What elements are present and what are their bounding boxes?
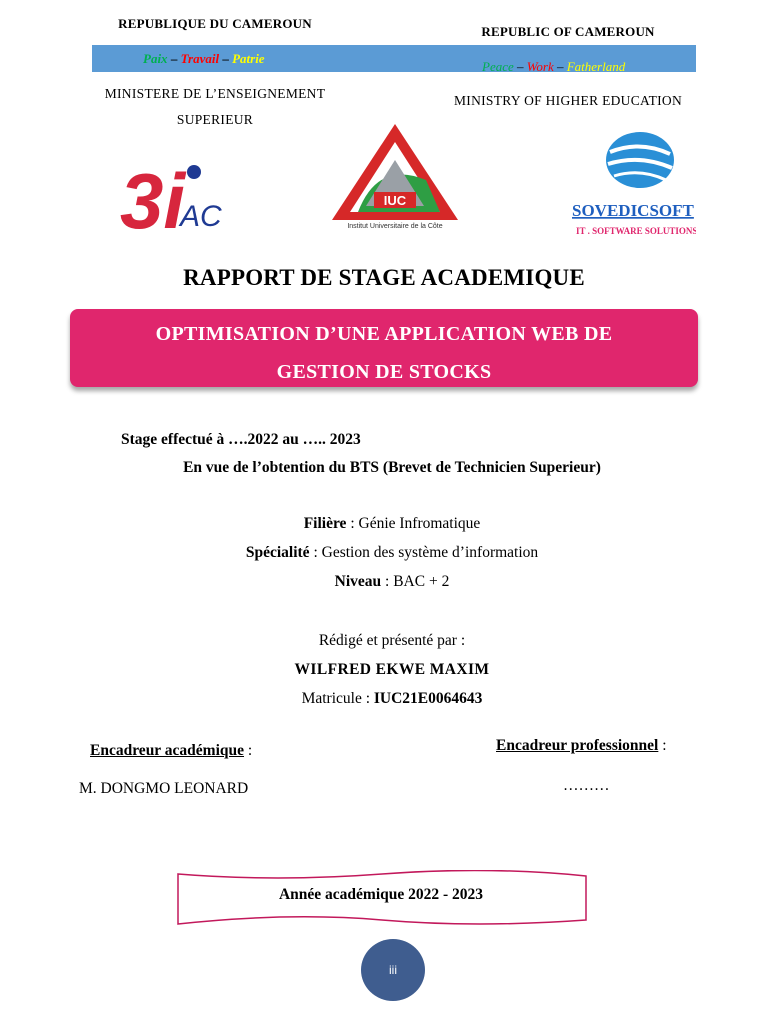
left-ministry: MINISTERE DE L’ENSEIGNEMENT SUPERIEUR (104, 86, 326, 127)
motto-peace: Peace (482, 59, 514, 74)
iuc-logo (328, 120, 462, 232)
3iac-logo-small: AC (180, 200, 222, 233)
purpose-line: En vue de l’obtention du BTS (Brevet de Technicien Superieur) (183, 459, 601, 476)
banner-line-2: GESTION DE STOCKS (276, 361, 492, 383)
matricule-line: Matricule : IUC21E0064643 (301, 690, 483, 707)
republic-header: REPUBLIC OF CAMEROUN (481, 24, 655, 39)
page-number-badge: iii (361, 939, 425, 1001)
sovedicsoft-name: SOVEDICSOFT (572, 201, 694, 220)
iuc-logo-text: IUC (383, 193, 407, 208)
specialite-line: Spécialité : Gestion des système d’information (245, 544, 539, 561)
redige-line: Rédigé et présenté par : (318, 632, 466, 649)
right-motto: Peace – Work – Fatherland (482, 59, 626, 74)
report-title: RAPPORT DE STAGE ACADEMIQUE (183, 265, 585, 290)
right-ministry: MINISTRY OF HIGHER EDUCATION (453, 93, 683, 108)
motto-patrie: Patrie (232, 51, 265, 66)
banner-line-1: OPTIMISATION D’UNE APPLICATION WEB DE (155, 323, 613, 345)
professional-supervisor-name: ……… (563, 777, 610, 794)
republique-header: REPUBLIQUE DU CAMEROUN (118, 16, 312, 31)
3iac-logo-main: 3i (120, 157, 186, 240)
stage-period: Stage effectué à ….2022 au ….. 2023 (121, 431, 361, 448)
motto-travail: Travail (180, 51, 220, 66)
author-name: WILFRED EKWE MAXIM (294, 661, 490, 678)
sovedicsoft-tagline: IT . SOFTWARE SOLUTIONS (576, 226, 696, 236)
academic-year: Année académique 2022 - 2023 (278, 886, 484, 903)
motto-work: Work (526, 59, 554, 74)
iuc-ring-text: Institut Universitaire de la Côte (347, 223, 443, 230)
filiere-line: Filière : Génie Infromatique (303, 515, 481, 532)
motto-paix: Paix (143, 51, 168, 66)
academic-supervisor-label: Encadreur académique : (90, 742, 253, 759)
3iac-dot-icon (187, 165, 201, 179)
professional-supervisor-label: Encadreur professionnel : (496, 737, 667, 754)
sovedicsoft-logo (570, 128, 696, 240)
subject-banner (70, 309, 698, 387)
academic-supervisor-name: M. DONGMO LEONARD (79, 780, 249, 797)
left-motto: Paix – Travail – Patrie (143, 51, 265, 66)
motto-fatherland: Fatherland (566, 59, 626, 74)
niveau-line: Niveau : BAC + 2 (334, 573, 450, 590)
3iac-logo (118, 148, 236, 240)
